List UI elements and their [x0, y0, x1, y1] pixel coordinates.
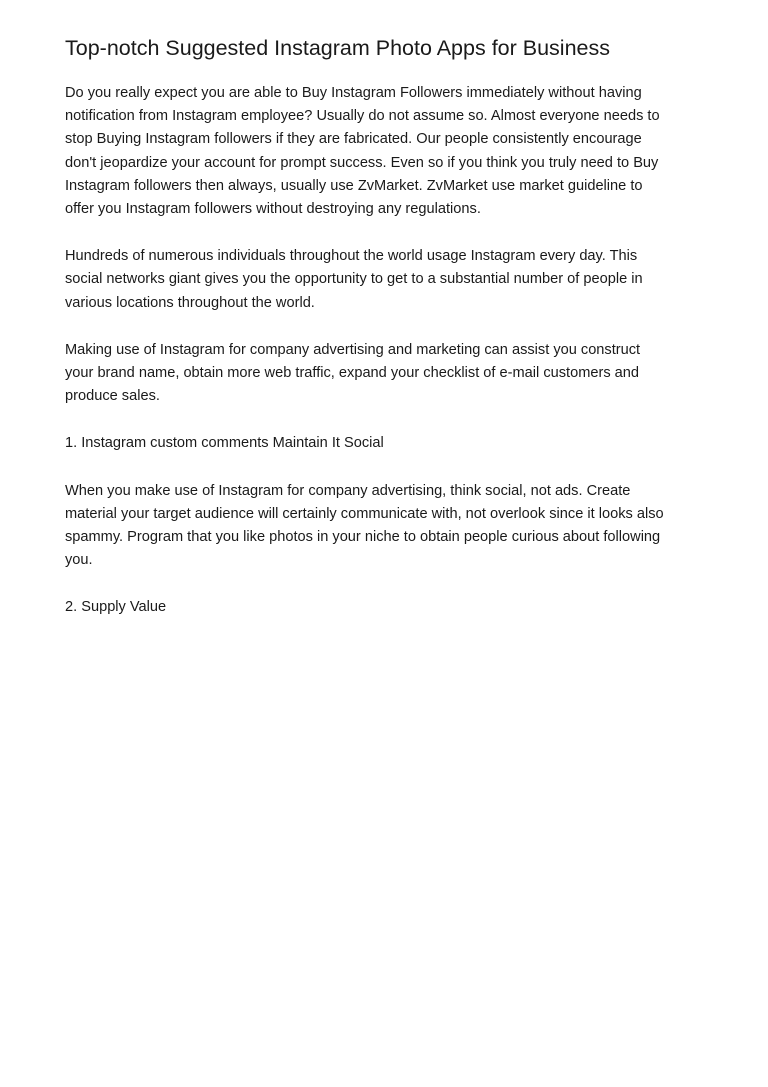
paragraph-think-social: When you make use of Instagram for company advertising, think social, not ads. Create material your target audience will certainly communicate with, not overlook since it looks also spammy. Program that you like photos in your niche to obtain people curious about following you.	[65, 482, 664, 569]
document-page	[65, 34, 705, 620]
section-heading-supply-value: 2. Supply Value	[65, 599, 167, 616]
document-title: Top-notch Suggested Instagram Photo Apps for Business	[65, 36, 610, 60]
section-heading-keep-social: 1. Instagram custom comments Maintain It Social	[65, 435, 384, 452]
paragraph-intro: Do you really expect you are able to Buy Instagram Followers immediately without having notification from Instagram employee? Usually do not assume so. Almost everyone needs to stop Buying Instagram followers if they are fabricated. Our people consistently encourage don't jeopardize your account for prompt success. Even so if you think you truly need to Buy Instagram followers then always, usually use ZvMarket. ZvMarket use market guideline to offer you Instagram followers without destroying any regulations.	[65, 85, 660, 218]
paragraph-usage: Hundreds of numerous individuals throughout the world usage Instagram every day. This social networks giant gives you the opportunity to get to a substantial number of people in various locations throughout the world.	[65, 248, 643, 311]
paragraph-benefits: Making use of Instagram for company advertising and marketing can assist you construct your brand name, obtain more web traffic, expand your checklist of e-mail customers and produce sales.	[65, 341, 641, 405]
